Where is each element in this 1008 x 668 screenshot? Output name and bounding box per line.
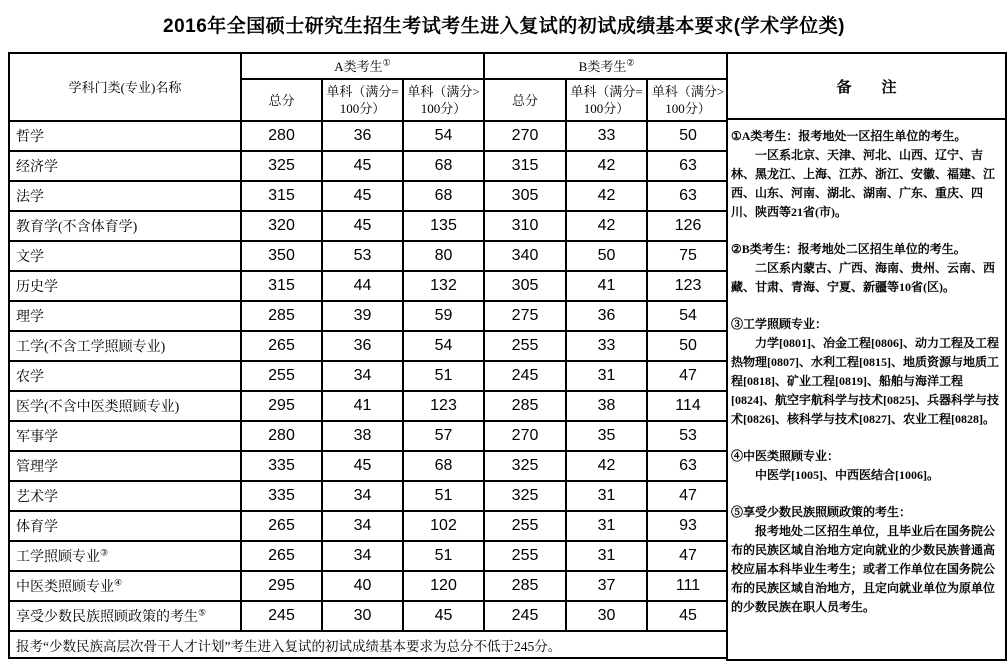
a-single-eq100-cell: 30 (322, 601, 403, 631)
subject-label: 教育学(不含体育学) (16, 220, 138, 235)
a-total-cell: 315 (241, 271, 322, 301)
subject-cell (9, 451, 241, 481)
remark-text: 报考地处二区招生单位，且毕业后在国务院公布的民族区域自治地方定向就业的少数民族普通高校应届本科毕业生考生；或者工作单位在国务院公布的民族区域自治地方，且定向就业单位为原单位的少数民族在职人员考生。 (731, 524, 996, 614)
subject-label: 工学照顾专业 (16, 550, 100, 565)
b-total-cell: 325 (484, 451, 566, 481)
score-table-footer (9, 631, 729, 658)
b-total-cell: 325 (484, 481, 566, 511)
subject-label: 享受少数民族照顾政策的考生 (16, 610, 198, 625)
subject-label: 中医类照顾专业 (16, 580, 114, 595)
subject-footnote-marker: ③ (100, 547, 109, 558)
b-total-cell: 255 (484, 541, 566, 571)
a-single-eq100-cell: 36 (322, 121, 403, 151)
remark-heading: ③工学照顾专业： (731, 317, 828, 331)
subject-cell (9, 601, 241, 631)
subject-label: 文学 (16, 250, 44, 265)
a-single-gt100-cell: 135 (403, 211, 484, 241)
b-single-gt100-cell: 111 (647, 571, 729, 601)
remark-item (731, 503, 1000, 617)
a-total-cell: 320 (241, 211, 322, 241)
table-row (9, 421, 729, 451)
b-single-gt100-cell: 123 (647, 271, 729, 301)
a-total-cell: 295 (241, 391, 322, 421)
col-header-b-single-eq100: 单科（满分=100分） (566, 79, 647, 121)
remark-text: 力学[0801]、冶金工程[0806]、动力工程及工程热物理[0807]、水利工程[0815]、地质资源与地质工程[0818]、矿业工程[0819]、船舶与海洋工程[0824]、航空宇航科学与技术[0825]、兵器科学与技术[0826]、核科学与技术[0827]、农业工程[0828]。 (731, 336, 999, 426)
table-row (9, 151, 729, 181)
subject-cell (9, 361, 241, 391)
a-single-eq100-cell: 39 (322, 301, 403, 331)
a-single-eq100-cell: 34 (322, 511, 403, 541)
b-single-eq100-cell: 33 (566, 331, 647, 361)
subject-cell (9, 271, 241, 301)
score-table (8, 52, 999, 659)
subject-cell (9, 151, 241, 181)
b-total-cell: 270 (484, 421, 566, 451)
a-single-eq100-cell: 44 (322, 271, 403, 301)
col-header-group-b (484, 53, 729, 79)
subject-footnote-marker: ④ (114, 577, 123, 588)
a-single-eq100-cell: 34 (322, 361, 403, 391)
col-header-group-a (241, 53, 484, 79)
page-title: 2016年全国硕士研究生招生考试考生进入复试的初试成绩基本要求(学术学位类) (163, 16, 845, 37)
subject-label: 法学 (16, 190, 44, 205)
subject-cell (9, 481, 241, 511)
a-total-cell: 315 (241, 181, 322, 211)
b-single-gt100-cell: 93 (647, 511, 729, 541)
col-header-subject: 学科门类(专业)名称 (9, 53, 241, 121)
table-row (9, 241, 729, 271)
remark-heading: ④中医类照顾专业： (731, 449, 840, 463)
remark-text: 一区系北京、天津、河北、山西、辽宁、吉林、黑龙江、上海、江苏、浙江、安徽、福建、江西、山东、河南、湖北、湖南、广东、重庆、四川、陕西等21省(市)。 (731, 148, 996, 219)
remarks-body (728, 120, 1005, 617)
remarks-column (726, 52, 1007, 661)
a-single-eq100-cell: 45 (322, 211, 403, 241)
b-single-eq100-cell: 33 (566, 121, 647, 151)
remark-text: 中医学[1005]、中西医结合[1006]。 (755, 468, 939, 482)
b-total-cell: 245 (484, 361, 566, 391)
table-row (9, 301, 729, 331)
remark-item (731, 315, 1000, 429)
subject-label: 工学(不含工学照顾专业) (16, 340, 166, 355)
table-footnote: 报考“少数民族高层次骨干人才计划”考生进入复试的初试成绩基本要求为总分不低于245分。 (9, 631, 729, 658)
table-row (9, 541, 729, 571)
b-total-cell: 285 (484, 391, 566, 421)
group-a-footnote-marker: ① (382, 57, 391, 68)
table-row (9, 121, 729, 151)
subject-label: 理学 (16, 310, 44, 325)
b-total-cell: 255 (484, 331, 566, 361)
subject-label: 管理学 (16, 460, 58, 475)
table-row (9, 571, 729, 601)
a-total-cell: 265 (241, 541, 322, 571)
b-single-eq100-cell: 35 (566, 421, 647, 451)
a-single-gt100-cell: 68 (403, 181, 484, 211)
a-single-gt100-cell: 51 (403, 541, 484, 571)
a-total-cell: 245 (241, 601, 322, 631)
subject-label: 历史学 (16, 280, 58, 295)
subject-cell (9, 421, 241, 451)
a-single-eq100-cell: 41 (322, 391, 403, 421)
score-table-header (9, 53, 729, 121)
subject-cell (9, 241, 241, 271)
a-total-cell: 255 (241, 361, 322, 391)
b-single-gt100-cell: 75 (647, 241, 729, 271)
a-total-cell: 295 (241, 571, 322, 601)
remark-heading: ②B类考生：报考地处二区招生单位的考生。 (731, 242, 966, 256)
remark-heading: ①A类考生：报考地处一区招生单位的考生。 (731, 129, 967, 143)
b-single-gt100-cell: 114 (647, 391, 729, 421)
a-single-eq100-cell: 45 (322, 151, 403, 181)
b-total-cell: 270 (484, 121, 566, 151)
b-single-gt100-cell: 54 (647, 301, 729, 331)
b-total-cell: 305 (484, 271, 566, 301)
group-b-label: B类考生 (578, 58, 627, 74)
b-total-cell: 305 (484, 181, 566, 211)
subject-label: 医学(不含中医类照顾专业) (16, 400, 180, 415)
a-single-eq100-cell: 36 (322, 331, 403, 361)
b-single-gt100-cell: 63 (647, 181, 729, 211)
col-header-a-single-gt100: 单科（满分>100分） (403, 79, 484, 121)
col-header-b-single-gt100: 单科（满分>100分） (647, 79, 729, 121)
a-single-eq100-cell: 34 (322, 481, 403, 511)
remark-heading: ⑤享受少数民族照顾政策的考生： (731, 505, 912, 519)
a-single-gt100-cell: 68 (403, 151, 484, 181)
subject-cell (9, 121, 241, 151)
a-total-cell: 325 (241, 151, 322, 181)
b-single-eq100-cell: 42 (566, 211, 647, 241)
b-total-cell: 255 (484, 511, 566, 541)
col-header-a-total: 总分 (241, 79, 322, 121)
table-row (9, 361, 729, 391)
remark-text: 二区系内蒙古、广西、海南、贵州、云南、西藏、甘肃、青海、宁夏、新疆等10省(区)。 (731, 261, 996, 294)
b-single-eq100-cell: 36 (566, 301, 647, 331)
subject-label: 艺术学 (16, 490, 58, 505)
table-row (9, 391, 729, 421)
table-row (9, 601, 729, 631)
subject-cell (9, 511, 241, 541)
group-a-label: A类考生 (334, 58, 383, 74)
a-single-gt100-cell: 120 (403, 571, 484, 601)
b-single-eq100-cell: 50 (566, 241, 647, 271)
subject-cell (9, 211, 241, 241)
a-total-cell: 335 (241, 481, 322, 511)
b-single-eq100-cell: 31 (566, 541, 647, 571)
a-single-gt100-cell: 80 (403, 241, 484, 271)
a-single-gt100-cell: 45 (403, 601, 484, 631)
col-header-b-total: 总分 (484, 79, 566, 121)
subject-cell (9, 181, 241, 211)
a-total-cell: 265 (241, 331, 322, 361)
col-header-a-single-eq100: 单科（满分=100分） (322, 79, 403, 121)
b-single-eq100-cell: 31 (566, 361, 647, 391)
subject-cell (9, 541, 241, 571)
b-total-cell: 315 (484, 151, 566, 181)
b-single-gt100-cell: 50 (647, 121, 729, 151)
subject-cell (9, 331, 241, 361)
subject-label: 体育学 (16, 520, 58, 535)
b-total-cell: 340 (484, 241, 566, 271)
subject-label: 哲学 (16, 130, 44, 145)
b-single-gt100-cell: 50 (647, 331, 729, 361)
table-row (9, 511, 729, 541)
table-row (9, 481, 729, 511)
subject-label: 农学 (16, 370, 44, 385)
a-single-eq100-cell: 45 (322, 451, 403, 481)
b-single-eq100-cell: 41 (566, 271, 647, 301)
table-row (9, 211, 729, 241)
b-single-gt100-cell: 53 (647, 421, 729, 451)
remark-item (731, 447, 1000, 485)
a-single-gt100-cell: 68 (403, 451, 484, 481)
col-header-remarks: 备 注 (728, 54, 1005, 120)
b-single-eq100-cell: 38 (566, 391, 647, 421)
a-single-eq100-cell: 53 (322, 241, 403, 271)
a-single-gt100-cell: 59 (403, 301, 484, 331)
table-row (9, 181, 729, 211)
b-single-gt100-cell: 63 (647, 451, 729, 481)
subject-label: 军事学 (16, 430, 58, 445)
a-single-eq100-cell: 38 (322, 421, 403, 451)
table-row (9, 271, 729, 301)
b-single-eq100-cell: 42 (566, 181, 647, 211)
b-single-eq100-cell: 30 (566, 601, 647, 631)
b-single-eq100-cell: 37 (566, 571, 647, 601)
b-single-eq100-cell: 31 (566, 481, 647, 511)
score-table-left (8, 52, 730, 659)
a-single-gt100-cell: 51 (403, 361, 484, 391)
subject-cell (9, 571, 241, 601)
a-total-cell: 280 (241, 421, 322, 451)
b-total-cell: 310 (484, 211, 566, 241)
table-row (9, 331, 729, 361)
a-single-gt100-cell: 51 (403, 481, 484, 511)
b-single-gt100-cell: 47 (647, 481, 729, 511)
subject-label: 经济学 (16, 160, 58, 175)
subject-cell (9, 391, 241, 421)
remark-item (731, 240, 1000, 297)
b-single-gt100-cell: 47 (647, 361, 729, 391)
a-single-gt100-cell: 54 (403, 331, 484, 361)
remark-item (731, 127, 1000, 222)
a-total-cell: 350 (241, 241, 322, 271)
b-single-eq100-cell: 42 (566, 151, 647, 181)
a-single-gt100-cell: 123 (403, 391, 484, 421)
b-single-gt100-cell: 45 (647, 601, 729, 631)
b-total-cell: 285 (484, 571, 566, 601)
group-b-footnote-marker: ② (626, 57, 635, 68)
a-total-cell: 280 (241, 121, 322, 151)
a-single-eq100-cell: 34 (322, 541, 403, 571)
a-single-eq100-cell: 40 (322, 571, 403, 601)
b-total-cell: 245 (484, 601, 566, 631)
b-single-eq100-cell: 42 (566, 451, 647, 481)
a-single-gt100-cell: 54 (403, 121, 484, 151)
b-total-cell: 275 (484, 301, 566, 331)
b-single-gt100-cell: 126 (647, 211, 729, 241)
b-single-eq100-cell: 31 (566, 511, 647, 541)
a-total-cell: 265 (241, 511, 322, 541)
a-single-gt100-cell: 102 (403, 511, 484, 541)
b-single-gt100-cell: 47 (647, 541, 729, 571)
a-single-eq100-cell: 45 (322, 181, 403, 211)
a-total-cell: 335 (241, 451, 322, 481)
b-single-gt100-cell: 63 (647, 151, 729, 181)
subject-footnote-marker: ⑤ (198, 607, 207, 618)
a-single-gt100-cell: 132 (403, 271, 484, 301)
score-table-body (9, 121, 729, 631)
a-total-cell: 285 (241, 301, 322, 331)
table-row (9, 451, 729, 481)
a-single-gt100-cell: 57 (403, 421, 484, 451)
subject-cell (9, 301, 241, 331)
